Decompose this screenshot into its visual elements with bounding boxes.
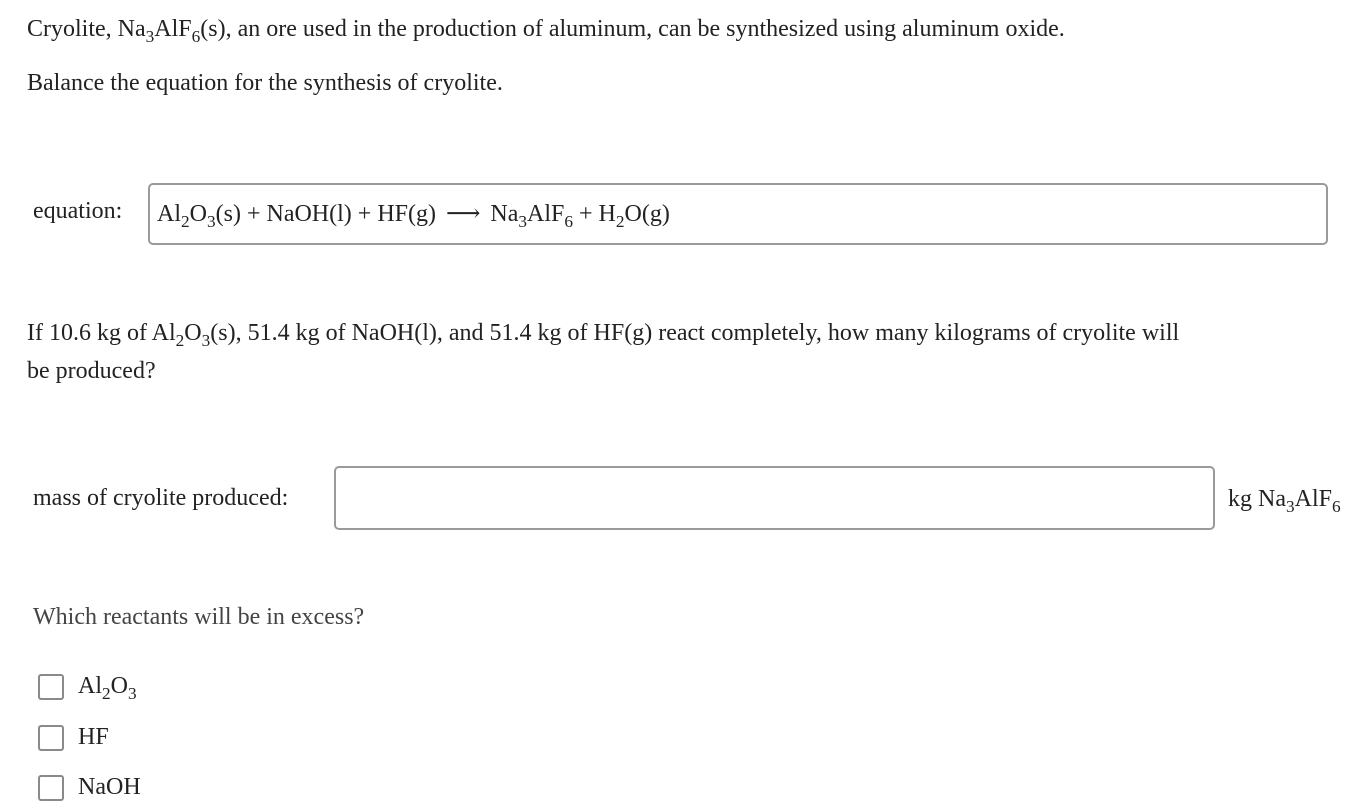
mass-input[interactable] [334,466,1215,530]
problem-text-line1: If 10.6 kg of $Al_2O_3(s)$, 51.4 kg of NaOH(l), and 51.4 kg of HF(g) react completely, how many kilograms of cryolite will [27,320,1180,351]
option-naoh[interactable] [38,774,141,801]
mass-unit: kg $Na_3AlF_6$ [1228,486,1341,517]
option-label-hf: HF [78,724,109,750]
option-al2o3[interactable] [38,673,137,704]
mass-label: mass of cryolite produced: [33,485,289,511]
option-hf[interactable] [38,724,109,751]
option-label-naoh: NaOH [78,774,141,800]
problem-text-line2: be produced? [27,358,156,384]
reaction-arrow: ⟶ [445,201,481,227]
checkbox-al2o3[interactable] [38,674,64,700]
excess-question: Which reactants will be in excess? [33,604,365,630]
instruction-text: Balance the equation for the synthesis of cryolite. [27,70,503,96]
equation-input[interactable]: $Al_2O_3(s)$ + NaOH(l) + HF(g) ⟶ $Na_3AlF_6 + H_2O(g)$ [148,183,1328,245]
intro-text: Cryolite, $Na_3AlF_6(s)$, an ore used in the production of aluminum, can be synthesized using aluminum oxide. [27,16,1065,47]
checkbox-hf[interactable] [38,725,64,751]
equation-label: equation: [33,198,123,224]
checkbox-naoh[interactable] [38,775,64,801]
option-label-al2o3: $Al_2O_3$ [78,673,137,704]
